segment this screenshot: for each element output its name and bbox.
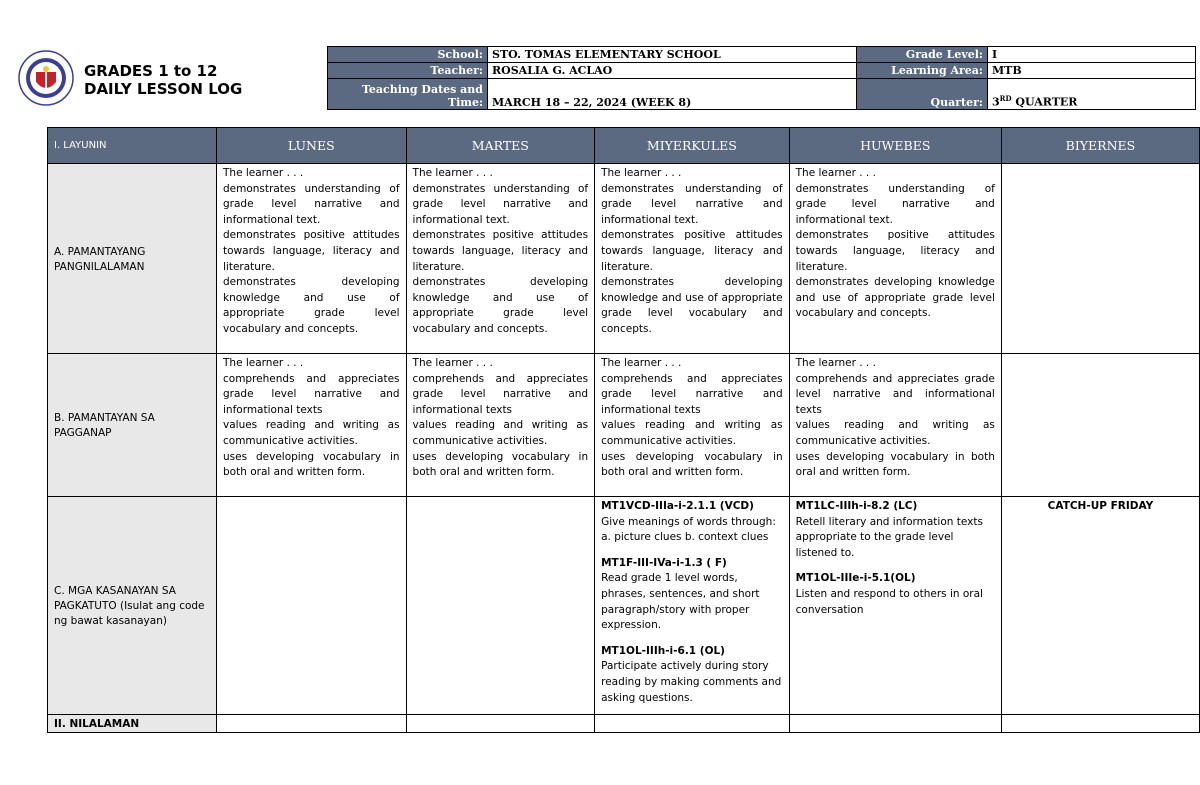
standard-intro: The learner . . . <box>601 167 682 179</box>
content-standard-label <box>48 164 217 354</box>
competency-code: MT1OL-IIIe-i-5.1(OL) <box>795 572 916 585</box>
content-standard-label-line1: A. PAMANTAYANG <box>54 245 146 258</box>
performance-standard-huwebes <box>789 354 1001 497</box>
content-standard-huwebes <box>789 164 1001 354</box>
quarter-word: QUARTER <box>1011 96 1078 109</box>
competency-text: Read grade 1 level words, phrases, sentences, and short paragraph/story with proper expression. <box>601 572 760 632</box>
standard-item: demonstrates positive attitudes towards language, literacy and literature. <box>412 229 589 273</box>
day-header-biyernes: BIYERNES <box>1001 128 1199 164</box>
standard-item: demonstrates positive attitudes towards language, literacy and literature. <box>795 229 995 273</box>
standard-intro: The learner . . . <box>795 357 876 369</box>
teacher-value: ROSALIA G. ACLAO <box>488 63 857 79</box>
nilalaman-label: II. NILALAMAN <box>48 715 217 733</box>
nilalaman-miyerkules <box>595 715 790 733</box>
quarter-number: 3 <box>992 96 1000 109</box>
day-header-huwebes: HUWEBES <box>789 128 1001 164</box>
nilalaman-lunes <box>217 715 407 733</box>
competencies-huwebes <box>789 497 1001 715</box>
content-standard-martes <box>406 164 595 354</box>
standard-item: demonstrates understanding of grade level narrative and informational text. <box>601 182 783 226</box>
day-header-lunes: LUNES <box>217 128 407 164</box>
standard-item: demonstrates positive attitudes towards language, literacy and literature. <box>223 229 400 273</box>
layunin-header: I. LAYUNIN <box>48 128 217 164</box>
school-label: School: <box>328 47 488 63</box>
standard-item: demonstrates developing knowledge and use of appropriate grade level vocabulary and concepts. <box>223 276 400 335</box>
standard-item: demonstrates developing knowledge and use of appropriate grade level vocabulary and concepts. <box>601 276 783 335</box>
content-standard-biyernes <box>1001 164 1199 354</box>
performance-standard-label-line1: B. PAMANTAYAN SA <box>54 412 155 424</box>
standard-item: demonstrates positive attitudes towards language, literacy and literature. <box>601 229 783 273</box>
content-standard-label-line2: PANGNILALAMAN <box>54 260 145 273</box>
teaching-dates-label-line2: Time: <box>447 96 483 109</box>
competencies-martes <box>406 497 595 715</box>
standard-item: demonstrates understanding of grade level narrative and informational text. <box>795 182 995 226</box>
performance-standard-martes <box>406 354 595 497</box>
standard-item: comprehends and appreciates grade level narrative and informational texts <box>601 372 783 416</box>
performance-standard-miyerkules <box>595 354 790 497</box>
day-header-miyerkules: MIYERKULES <box>595 128 790 164</box>
standard-item: values reading and writing as communicative activities. <box>412 419 589 447</box>
teaching-dates-value: MARCH 18 – 22, 2024 (WEEK 8) <box>488 79 857 110</box>
nilalaman-biyernes <box>1001 715 1199 733</box>
competencies-miyerkules <box>595 497 790 715</box>
performance-standard-biyernes <box>1001 354 1199 497</box>
standard-item: comprehends and appreciates grade level narrative and informational texts <box>795 372 995 416</box>
catch-up-friday-label: CATCH-UP FRIDAY <box>1047 500 1154 512</box>
grade-value: I <box>988 47 1196 63</box>
competency-text: Retell literary and information texts appropriate to the grade level listened to. <box>795 515 983 559</box>
grade-label: Grade Level: <box>857 47 988 63</box>
standard-item: comprehends and appreciates grade level narrative and informational texts <box>223 372 400 416</box>
competency-text: Give meanings of words through: a. picture clues b. context clues <box>601 515 776 544</box>
competencies-row <box>48 497 1200 715</box>
day-header-row <box>48 128 1200 164</box>
standard-intro: The learner . . . <box>223 357 304 369</box>
standard-item: comprehends and appreciates grade level narrative and informational texts <box>412 372 589 416</box>
nilalaman-row <box>48 715 1200 733</box>
standard-item: values reading and writing as communicative activities. <box>601 419 783 447</box>
standard-item: demonstrates developing knowledge and use of appropriate grade level vocabulary and concepts. <box>795 276 995 320</box>
performance-standard-row <box>48 354 1200 497</box>
nilalaman-martes <box>406 715 595 733</box>
competency-text: Participate actively during story reading by making comments and asking questions. <box>601 660 782 704</box>
standard-intro: The learner . . . <box>412 167 493 179</box>
nilalaman-huwebes <box>789 715 1001 733</box>
learning-area-value: MTB <box>988 63 1196 79</box>
performance-standard-lunes <box>217 354 407 497</box>
performance-standard-label <box>48 354 217 497</box>
standard-item: uses developing vocabulary in both oral and written form. <box>795 450 995 479</box>
title-line-2: DAILY LESSON LOG <box>84 80 243 98</box>
content-standard-miyerkules <box>595 164 790 354</box>
teaching-dates-label <box>328 79 488 110</box>
standard-item: demonstrates understanding of grade level narrative and informational text. <box>223 182 400 226</box>
performance-standard-label-line2: PAGGANAP <box>54 427 112 439</box>
teaching-dates-label-line1: Teaching Dates and <box>361 83 483 96</box>
standard-item: uses developing vocabulary in both oral and written form. <box>412 450 589 479</box>
standard-item: demonstrates developing knowledge and use of appropriate grade level vocabulary and concepts. <box>412 276 589 335</box>
deped-seal-logo <box>18 50 74 106</box>
competencies-lunes <box>217 497 407 715</box>
competencies-biyernes <box>1001 497 1199 715</box>
standard-item: values reading and writing as communicative activities. <box>795 419 995 447</box>
standard-intro: The learner . . . <box>601 357 682 369</box>
learning-area-label: Learning Area: <box>857 63 988 79</box>
standard-intro: The learner . . . <box>223 167 304 179</box>
title-line-1: GRADES 1 to 12 <box>84 62 218 80</box>
content-standard-lunes <box>217 164 407 354</box>
teacher-label: Teacher: <box>328 63 488 79</box>
competency-code: MT1OL-IIIh-i-6.1 (OL) <box>601 644 725 657</box>
standard-intro: The learner . . . <box>412 357 493 369</box>
competency-code: MT1LC-IIIh-i-8.2 (LC) <box>795 500 918 512</box>
standard-intro: The learner . . . <box>795 167 876 179</box>
competency-text: Listen and respond to others in oral conversation <box>795 587 983 616</box>
document-title <box>84 62 242 98</box>
competency-code: MT1VCD-IIIa-i-2.1.1 (VCD) <box>601 500 754 512</box>
standard-item: demonstrates understanding of grade level narrative and informational text. <box>412 182 589 226</box>
standard-item: uses developing vocabulary in both oral and written form. <box>601 450 783 479</box>
competencies-label: C. MGA KASANAYAN SA PAGKATUTO (Isulat ang code ng bawat kasanayan) <box>48 497 217 715</box>
header-info-table <box>327 46 1196 110</box>
standard-item: values reading and writing as communicative activities. <box>223 419 400 447</box>
standard-item: uses developing vocabulary in both oral and written form. <box>223 450 400 479</box>
quarter-value <box>988 79 1196 110</box>
day-header-martes: MARTES <box>406 128 595 164</box>
lesson-log-table <box>47 127 1200 733</box>
quarter-label: Quarter: <box>857 79 988 110</box>
competency-code: MT1F-III-IVa-i-1.3 ( F) <box>601 556 727 569</box>
quarter-suffix: RD <box>999 94 1012 104</box>
content-standard-row <box>48 164 1200 354</box>
school-value: STO. TOMAS ELEMENTARY SCHOOL <box>488 47 857 63</box>
